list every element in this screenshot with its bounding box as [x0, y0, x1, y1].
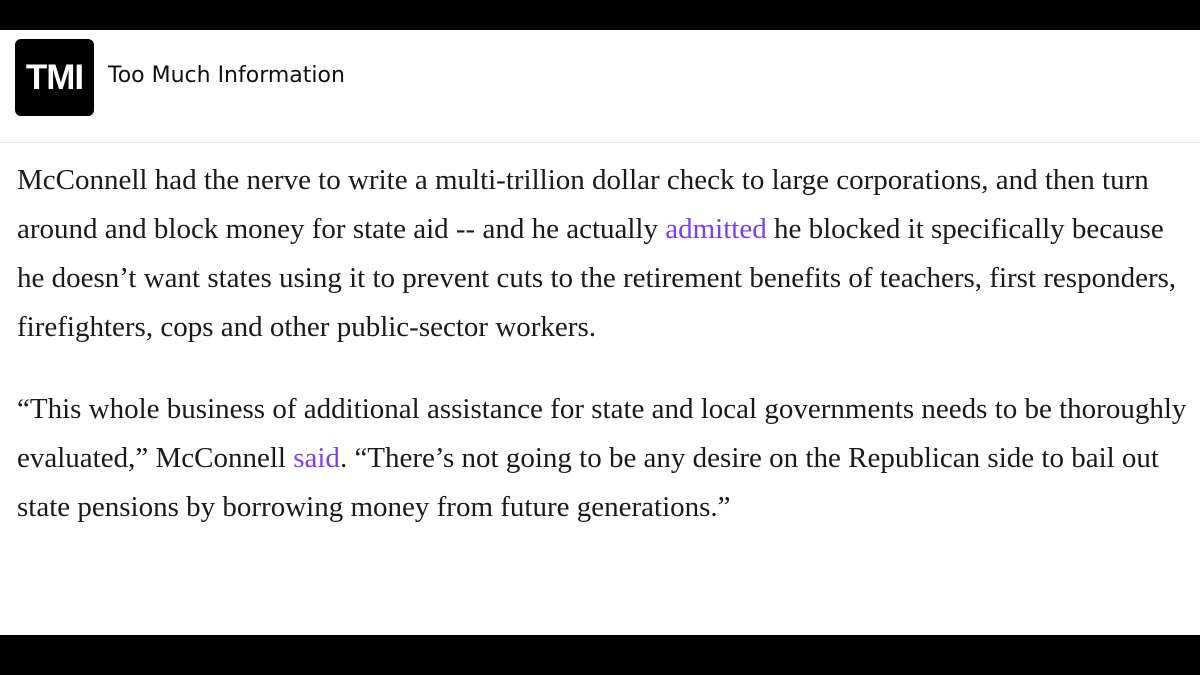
paragraph-text: McConnell had the nerve to write a multi-trillion dollar check to large corporations, and then turn around and block money for state aid -- and he actually	[17, 164, 1149, 245]
article-body	[17, 156, 1187, 532]
article-paragraph	[17, 156, 1187, 352]
publication-header	[0, 30, 1200, 143]
paragraph-text: . “There’s not going to be any desire on the Republican side to bail out state pensions by borrowing money from future generations.”	[17, 442, 1159, 523]
paragraph-text: “This whole business of additional assistance for state and local governments needs to be thoroughly evaluated,” McConnell	[17, 393, 1187, 474]
said-link[interactable]: said	[293, 442, 340, 474]
paragraph-text: he blocked it specifically because he doesn’t want states using it to prevent cuts to the retirement benefits of teachers, first responders, firefighters, cops and other public-sector workers.	[17, 213, 1177, 343]
logo-text: TMI	[25, 57, 84, 97]
quote-paragraph	[17, 385, 1187, 532]
admitted-link[interactable]: admitted	[665, 213, 767, 245]
publication-name[interactable]: Too Much Information	[108, 63, 345, 88]
tmi-logo[interactable]	[15, 39, 94, 116]
screenshot-frame	[0, 30, 1200, 635]
